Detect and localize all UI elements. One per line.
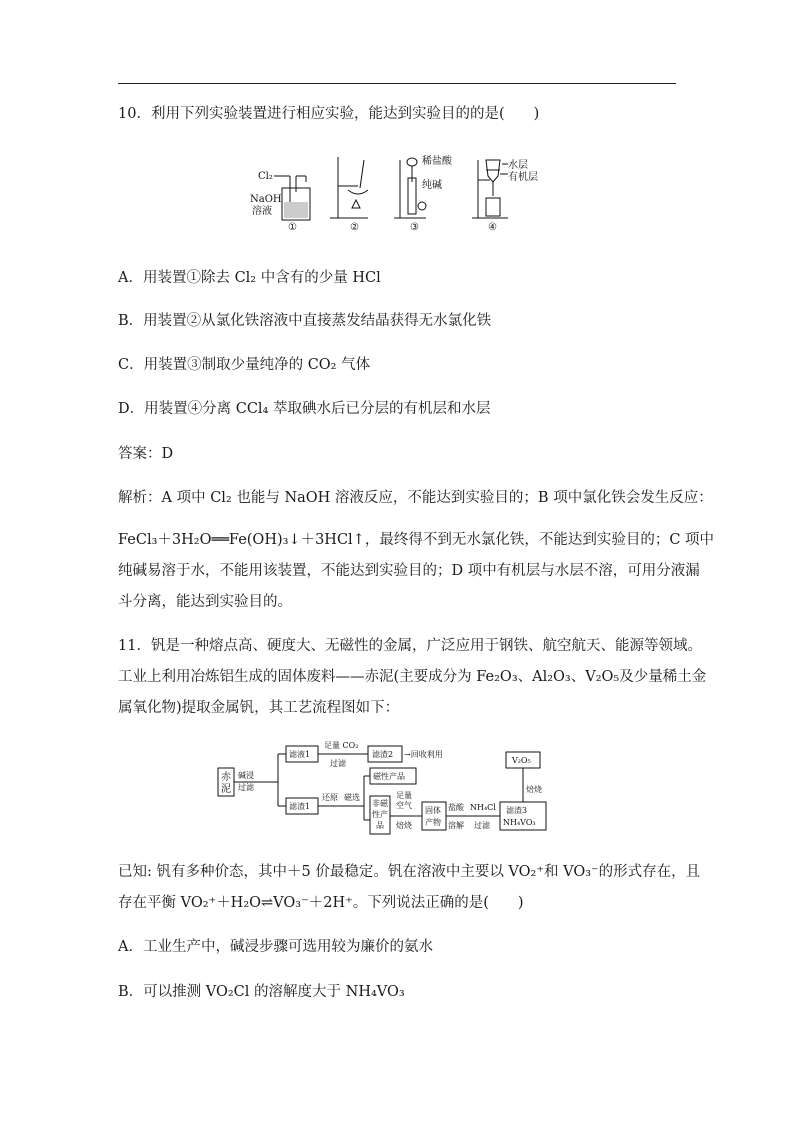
number-2: ② bbox=[350, 222, 359, 233]
svg-text:盐酸: 盐酸 bbox=[448, 803, 464, 812]
svg-text:→回收利用: →回收利用 bbox=[404, 750, 443, 759]
q10-analysis-line-1: 解析：A 项中 Cl₂ 也能与 NaOH 溶液反应，不能达到实验目的；B 项中氯化铁会发生反应： bbox=[118, 490, 713, 506]
svg-text:滤液1: 滤液1 bbox=[289, 750, 311, 759]
q10-analysis-line-3: 纯碱易溶于水，不能用该装置，不能达到实验目的；D 项中有机层与水层不溶，可用分液漏 bbox=[118, 563, 700, 579]
q11-option-a: A．工业生产中，碱浸步骤可选用较为廉价的氨水 bbox=[118, 939, 433, 955]
q10-option-b: B．用装置②从氯化铁溶液中直接蒸发结晶获得无水氯化铁 bbox=[118, 313, 492, 329]
svg-text:溶解: 溶解 bbox=[448, 821, 464, 830]
number-1: ① bbox=[288, 222, 297, 233]
q10-analysis-line-2: FeCl₃＋3H₂O══Fe(OH)₃↓＋3HCl↑，最终得不到无水氯化铁，不能达到实验目的；C 项中 bbox=[118, 532, 715, 548]
number-4: ④ bbox=[488, 222, 497, 233]
svg-text:空气: 空气 bbox=[396, 801, 412, 810]
organic-layer-label: 有机层 bbox=[508, 172, 538, 183]
apparatus-3 bbox=[394, 154, 453, 233]
header-rule bbox=[118, 83, 676, 84]
q10-option-c: C．用装置③制取少量纯净的 CO₂ 气体 bbox=[118, 357, 371, 373]
svg-text:滤渣1: 滤渣1 bbox=[289, 802, 311, 811]
svg-text:滤渣2: 滤渣2 bbox=[372, 750, 394, 759]
svg-text:固体: 固体 bbox=[425, 806, 441, 815]
q10-option-d: D．用装置④分离 CCl₄ 萃取碘水后已分层的有机层和水层 bbox=[118, 401, 491, 417]
naoh-label: NaOH bbox=[250, 194, 282, 205]
svg-text:NH₄Cl: NH₄Cl bbox=[470, 803, 496, 812]
q11-known-line-2: 存在平衡 VO₂⁺＋H₂O⇌VO₃⁻＋2H⁺。下列说法正确的是( ) bbox=[118, 895, 524, 911]
water-layer-label: 水层 bbox=[508, 160, 528, 171]
svg-text:焙烧: 焙烧 bbox=[396, 821, 412, 830]
q11-stem-line-3: 属氧化物)提取金属钒，其工艺流程图如下： bbox=[118, 700, 400, 716]
svg-text:泥: 泥 bbox=[221, 784, 231, 795]
svg-text:产物: 产物 bbox=[425, 818, 441, 827]
svg-text:足量 CO₂: 足量 CO₂ bbox=[324, 741, 359, 750]
svg-text:非磁: 非磁 bbox=[372, 799, 388, 808]
soda-label: 纯碱 bbox=[422, 180, 442, 191]
svg-text:过滤: 过滤 bbox=[238, 783, 254, 792]
q11-stem-line-2: 工业上利用冶炼铝生成的固体废料——赤泥(主要成分为 Fe₂O₃、Al₂O₃、V₂O₅及少量稀土金 bbox=[118, 669, 707, 685]
svg-text:足量: 足量 bbox=[396, 791, 412, 800]
q10-analysis-line-4: 斗分离，能达到实验目的。 bbox=[118, 594, 292, 610]
solution-label: 溶液 bbox=[252, 206, 272, 217]
svg-text:赤: 赤 bbox=[221, 772, 231, 783]
svg-text:NH₄VO₃: NH₄VO₃ bbox=[503, 818, 536, 827]
apparatus-4 bbox=[472, 158, 538, 233]
apparatus-2 bbox=[330, 157, 368, 233]
q10-option-a: A．用装置①除去 Cl₂ 中含有的少量 HCl bbox=[118, 270, 381, 286]
q11-option-b: B．可以推测 VO₂Cl 的溶解度大于 NH₄VO₃ bbox=[118, 984, 405, 1000]
hcl-label: 稀盐酸 bbox=[422, 156, 452, 167]
svg-text:V₂O₅: V₂O₅ bbox=[512, 756, 531, 765]
svg-text:焙烧: 焙烧 bbox=[526, 785, 542, 794]
apparatus-1 bbox=[250, 171, 310, 233]
q10-stem: 10．利用下列实验装置进行相应实验，能达到实验目的的是( ) bbox=[118, 106, 540, 122]
svg-text:过滤: 过滤 bbox=[474, 821, 490, 830]
svg-text:过滤: 过滤 bbox=[330, 759, 346, 768]
q11-stem-line-1: 11．钒是一种熔点高、硬度大、无磁性的金属，广泛应用于钢铁、航空航天、能源等领域。 bbox=[118, 638, 702, 654]
svg-text:还原: 还原 bbox=[322, 793, 338, 802]
cl2-label: Cl₂ bbox=[258, 171, 273, 182]
svg-text:品: 品 bbox=[376, 821, 384, 830]
svg-text:碱浸: 碱浸 bbox=[238, 771, 254, 780]
svg-text:性产: 性产 bbox=[372, 810, 388, 819]
number-3: ③ bbox=[410, 222, 419, 233]
q10-answer: 答案：D bbox=[118, 446, 174, 462]
q11-known-line-1: 已知: 钒有多种价态，其中＋5 价最稳定。钒在溶液中主要以 VO₂⁺和 VO₃⁻的形式存在，且 bbox=[118, 864, 701, 880]
svg-text:磁选: 磁选 bbox=[344, 793, 360, 802]
q10-apparatus-figure bbox=[250, 152, 550, 234]
svg-text:磁性产品: 磁性产品 bbox=[373, 772, 405, 781]
q11-process-flow bbox=[216, 740, 556, 836]
svg-text:滤渣3: 滤渣3 bbox=[506, 806, 528, 815]
